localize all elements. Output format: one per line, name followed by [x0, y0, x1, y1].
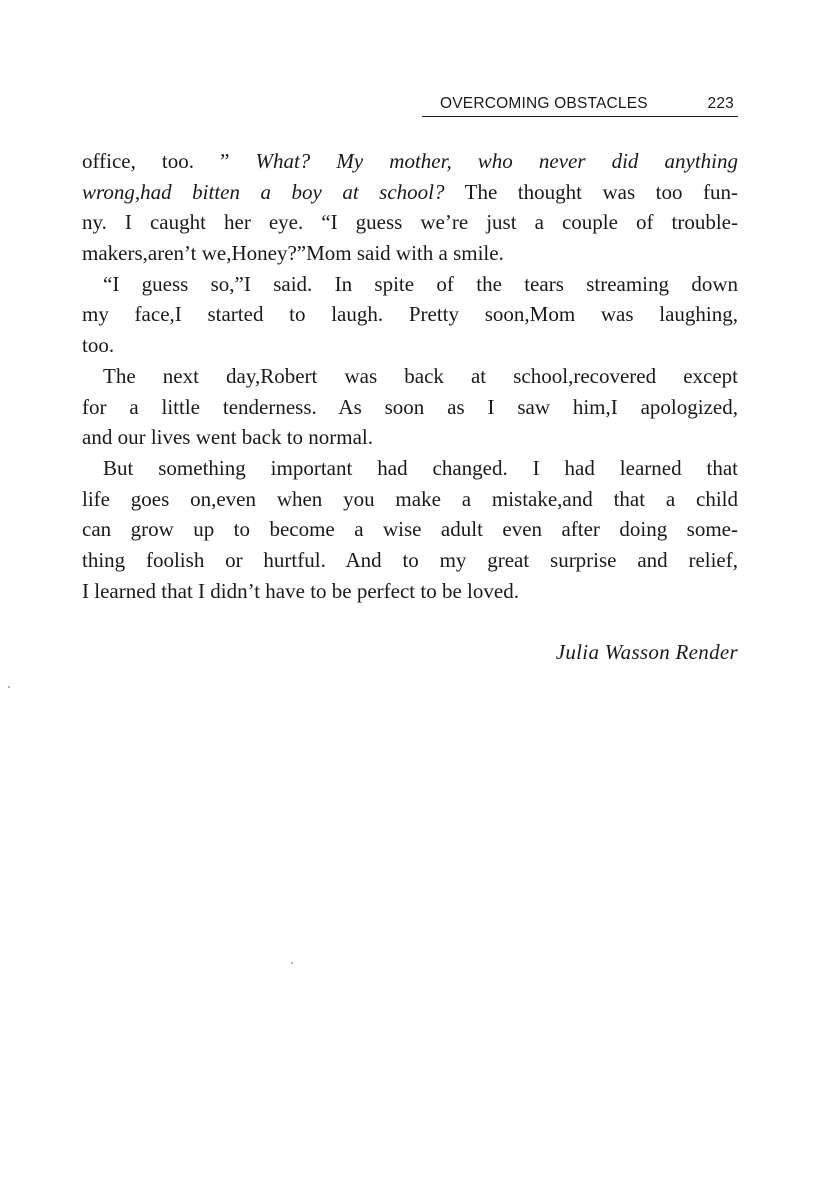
text-segment: too. [82, 333, 115, 358]
italic-text: wrong,had bitten a boy at school? [82, 179, 445, 204]
text-segment: The next day,Robert was back at school,recovered except [103, 363, 738, 388]
text-line [82, 392, 738, 423]
text-line [82, 484, 738, 515]
text-line [82, 576, 738, 607]
text-line [82, 299, 738, 330]
text-line [82, 545, 738, 576]
italic-text: What? My mother, who never did anything [255, 149, 738, 173]
text-segment: for a little tenderness. As soon as I saw him,I apologized, [82, 394, 738, 419]
text-segment: The thought was too fun- [444, 179, 738, 204]
scan-speck [291, 962, 293, 964]
text-line [82, 422, 738, 453]
text-segment: I learned that I didn’t have to be perfect to be loved. [82, 578, 519, 603]
running-header-title: OVERCOMING OBSTACLES [440, 95, 648, 112]
text-line [82, 177, 738, 208]
author-signature: Julia Wasson Render [555, 640, 738, 664]
text-segment: can grow up to become a wise adult even after doing some- [82, 517, 738, 542]
text-segment: my face,I started to laugh. Pretty soon,Mom was laughing, [82, 302, 738, 327]
text-segment: ny. I caught her eye. “I guess we’re just a couple of trouble- [82, 210, 738, 235]
text-line [82, 361, 738, 392]
text-segment: But something important had changed. I had learned that [103, 455, 738, 480]
running-header [422, 94, 738, 117]
text-segment: makers,aren’t we,Honey?”Mom said with a smile. [82, 241, 504, 266]
text-line [82, 146, 738, 177]
text-segment: and our lives went back to normal. [82, 425, 374, 450]
text-segment: “I guess so,”I said. In spite of the tears streaming down [103, 271, 738, 296]
body-text [82, 146, 738, 606]
text-line [82, 207, 738, 238]
page-number: 223 [707, 95, 734, 112]
text-segment: life goes on,even when you make a mistake,and that a child [82, 486, 738, 511]
text-line [82, 453, 738, 484]
text-segment: thing foolish or hurtful. And to my great surprise and relief, [82, 547, 738, 572]
text-line [82, 514, 738, 545]
text-line [82, 238, 738, 269]
scan-speck [8, 686, 10, 688]
text-segment: office, too. ” [82, 149, 256, 173]
text-line [82, 269, 738, 300]
text-line [82, 330, 738, 361]
